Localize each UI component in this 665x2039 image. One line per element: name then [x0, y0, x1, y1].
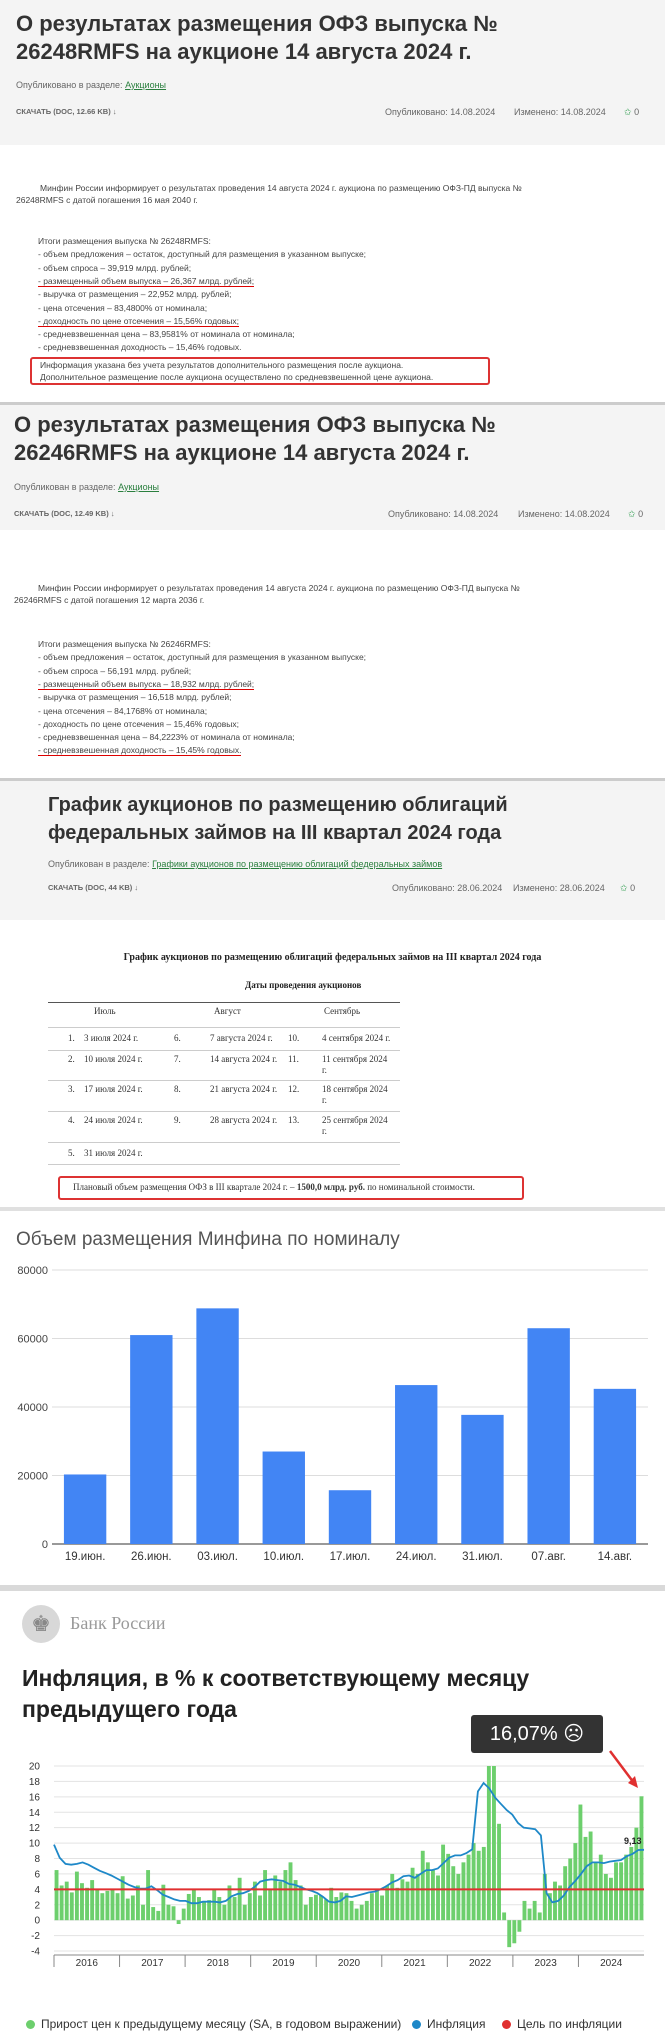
price-growth-bar — [584, 1837, 588, 1920]
price-growth-bar — [273, 1875, 277, 1920]
price-growth-bar — [90, 1880, 94, 1920]
y-tick-label: 0 — [34, 1915, 40, 1927]
price-growth-bar — [70, 1892, 74, 1920]
price-growth-bar — [517, 1920, 521, 1932]
table-cell: 25 сентября 2024 г. — [322, 1115, 388, 1136]
legend-green: Прирост цен к предыдущему месяцу (SA, в годовом выражении) — [26, 2017, 401, 2031]
y-tick-label: 18 — [28, 1776, 40, 1788]
result-line: - объем спроса – 56,191 млрд. рублей; — [38, 665, 192, 676]
article-body-26248 — [0, 145, 665, 400]
price-growth-bar — [100, 1893, 104, 1920]
result-line: - средневзвешенная цена – 83,9581% от номинала от номинала; — [38, 329, 295, 340]
price-growth-bar — [197, 1897, 201, 1920]
y-tick-label: 40000 — [17, 1402, 48, 1414]
y-tick-label: 16 — [28, 1792, 40, 1804]
section-link[interactable]: Аукционы — [125, 80, 167, 90]
price-growth-bar — [640, 1796, 644, 1920]
price-growth-bar — [126, 1899, 130, 1921]
price-growth-bar — [85, 1888, 89, 1920]
inflation-badge: 16,07% ☹ — [471, 1715, 603, 1753]
price-growth-bar — [207, 1900, 211, 1920]
price-growth-bar — [319, 1896, 323, 1921]
article-header-26248 — [0, 0, 665, 145]
column-header: Сентябрь — [324, 1006, 361, 1016]
price-growth-bar — [441, 1845, 445, 1921]
price-growth-bar — [187, 1894, 191, 1920]
price-growth-bar — [456, 1874, 460, 1920]
price-growth-bar — [136, 1885, 140, 1920]
price-growth-bar — [268, 1889, 272, 1920]
result-line: - доходность по цене отсечения – 15,46% годовых; — [38, 718, 240, 729]
bar — [395, 1385, 437, 1544]
x-tick-label: 2019 — [272, 1958, 295, 1969]
price-growth-bar — [192, 1889, 196, 1920]
table-cell: 2. — [68, 1054, 75, 1064]
table-cell: 13. — [288, 1115, 300, 1125]
table-cell: 31 июля 2024 г. — [84, 1148, 143, 1158]
result-line: - средневзвешенная доходность – 15,46% годовых. — [38, 342, 242, 353]
intro-text: Минфин России информирует о результатах проведения 14 августа 2024 г. аукциона по размещению ОФЗ-ПД выпуска № — [40, 183, 522, 193]
result-line: - цена отсечения – 84,1768% от номинала; — [38, 705, 208, 716]
price-growth-bar — [578, 1805, 582, 1921]
page-title: График аукционов по размещению облигаций федеральных займов на III квартал 2024 года — [48, 794, 508, 844]
section-link[interactable]: Графики аукционов по размещению облигаций федеральных займов — [152, 859, 443, 869]
x-tick-label: 19.июн. — [64, 1551, 106, 1563]
price-growth-bar — [309, 1897, 313, 1920]
price-growth-bar — [365, 1901, 369, 1920]
x-tick-label: 2023 — [534, 1958, 557, 1969]
price-growth-bar — [222, 1905, 226, 1920]
plan-text: Плановый объем размещения ОФЗ в III квартале 2024 г. – 1500,0 млрд. руб. по номинальной стоимости. — [73, 1182, 475, 1192]
result-line: - объем спроса – 39,919 млрд. рублей; — [38, 262, 192, 273]
y-tick-label: 10 — [28, 1838, 40, 1850]
intro-text: 26248RMFS с датой погашения 16 мая 2040 г. — [16, 195, 198, 205]
price-growth-bar — [304, 1905, 308, 1920]
rating[interactable]: ✩ 0 — [628, 509, 644, 519]
x-tick-label: 24.июл. — [395, 1551, 437, 1563]
changed-date: Изменено: 14.08.2024 — [514, 107, 606, 117]
price-growth-bar — [172, 1906, 176, 1920]
price-growth-bar — [609, 1878, 613, 1920]
published-date: Опубликовано: 28.06.2024 — [392, 883, 503, 893]
result-line: - размещенный объем выпуска – 18,932 млрд. рублей; — [38, 678, 255, 689]
price-growth-bar — [258, 1896, 262, 1921]
x-tick-label: 14.авг. — [597, 1551, 633, 1563]
table-cell: 7 августа 2024 г. — [210, 1033, 273, 1043]
star-icon: ✩ — [620, 883, 628, 893]
table-cell: 21 августа 2024 г. — [210, 1084, 278, 1094]
price-growth-bar — [589, 1832, 593, 1921]
inflation-panel — [0, 1585, 665, 2039]
table-cell: 4 сентября 2024 г. — [322, 1033, 391, 1043]
price-growth-bar — [177, 1920, 181, 1924]
price-growth-bar — [289, 1862, 293, 1920]
price-growth-bar — [614, 1862, 618, 1920]
result-line: - выручка от размещения – 16,518 млрд. рублей; — [38, 692, 232, 703]
download-link[interactable]: СКАЧАТЬ (DOC, 12.66 KB) ↓ — [16, 107, 117, 116]
result-line: Итоги размещения выпуска № 26246RMFS: — [38, 639, 211, 649]
x-tick-label: 03.июл. — [197, 1551, 238, 1563]
price-growth-bar — [329, 1888, 333, 1920]
intro-text: 26246RMFS с датой погашения 12 марта 2036 г. — [14, 595, 205, 605]
price-growth-bar — [141, 1905, 145, 1920]
result-line: - размещенный объем выпуска – 26,367 млрд. рублей; — [38, 275, 255, 286]
price-growth-bar — [324, 1899, 328, 1920]
x-tick-label: 2017 — [141, 1958, 164, 1969]
bank-name: Банк России — [70, 1613, 166, 1633]
inflation-title: Инфляция, в % к соответствующему месяцу предыдущего года — [22, 1665, 530, 1722]
inflation-chart — [0, 1591, 665, 2039]
table-cell: 4. — [68, 1115, 75, 1125]
price-growth-bar — [156, 1911, 160, 1920]
table-cell: 28 августа 2024 г. — [210, 1115, 278, 1125]
table-cell: 3. — [68, 1084, 75, 1094]
x-tick-label: 07.авг. — [531, 1551, 566, 1563]
price-growth-bar — [350, 1901, 354, 1920]
price-growth-bar — [533, 1901, 537, 1920]
price-growth-bar — [202, 1902, 206, 1921]
price-growth-bar — [360, 1905, 364, 1920]
price-growth-bar — [217, 1897, 221, 1920]
result-line: - цена отсечения – 83,4800% от номинала; — [38, 302, 208, 313]
price-growth-bar — [380, 1896, 384, 1921]
price-growth-bar — [624, 1855, 628, 1921]
table-cell: 3 июля 2024 г. — [84, 1033, 139, 1043]
price-growth-bar — [228, 1885, 232, 1920]
price-growth-bar — [512, 1920, 516, 1943]
price-growth-bar — [446, 1854, 450, 1920]
table-cell: 7. — [174, 1054, 181, 1064]
y-tick-label: -4 — [31, 1946, 40, 1958]
section-line: Опубликован в разделе: Аукционы — [14, 482, 160, 492]
table-cell: 9. — [174, 1115, 181, 1125]
y-tick-label: 60000 — [17, 1333, 48, 1346]
price-growth-bar — [355, 1909, 359, 1921]
price-growth-bar — [502, 1912, 506, 1920]
x-tick-label: 2021 — [403, 1958, 426, 1969]
table-cell: 14 августа 2024 г. — [210, 1054, 278, 1064]
rating[interactable]: ✩ 0 — [624, 107, 640, 117]
changed-date: Изменено: 14.08.2024 — [518, 509, 610, 519]
price-growth-bar — [314, 1895, 318, 1920]
schedule-subtitle: Даты проведения аукционов — [245, 980, 362, 990]
changed-date: Изменено: 28.06.2024 — [513, 883, 605, 893]
price-growth-bar — [482, 1847, 486, 1920]
price-growth-bar — [151, 1907, 155, 1920]
rating[interactable]: ✩ 0 — [620, 883, 636, 893]
result-line: - средневзвешенная цена – 84,2223% от номинала от номинала; — [38, 732, 295, 743]
bar — [527, 1328, 569, 1544]
price-growth-bar — [604, 1874, 608, 1920]
download-link[interactable]: СКАЧАТЬ (DOC, 12.49 KB) ↓ — [14, 509, 115, 518]
table-cell: 11. — [288, 1054, 299, 1064]
price-growth-bar — [507, 1920, 511, 1947]
published-date: Опубликовано: 14.08.2024 — [388, 509, 499, 519]
article-header-26246 — [0, 402, 665, 530]
price-growth-bar — [436, 1875, 440, 1920]
bar — [461, 1415, 503, 1544]
chart-title: Объем размещения Минфина по номиналу — [16, 1229, 400, 1250]
price-growth-bar — [243, 1905, 247, 1920]
bar — [130, 1335, 172, 1544]
price-growth-bar — [60, 1885, 64, 1920]
section-line: Опубликован в разделе: Графики аукционов по размещению облигаций федеральных займов — [48, 859, 443, 869]
result-line: - средневзвешенная доходность – 15,45% годовых. — [38, 745, 242, 756]
price-growth-bar — [75, 1872, 79, 1921]
table-cell: 6. — [174, 1033, 181, 1043]
y-tick-label: 8 — [34, 1854, 40, 1865]
price-growth-bar — [65, 1882, 69, 1921]
price-growth-bar — [472, 1843, 476, 1920]
note-text: Информация указана без учета результатов дополнительного размещения после аукциона. — [40, 360, 404, 370]
price-growth-bar — [619, 1862, 623, 1920]
page-title: О результатах размещения ОФЗ выпуска № 26248RMFS на аукционе 14 августа 2024 г. — [16, 11, 498, 64]
bar-chart-panel — [0, 1207, 665, 1585]
price-growth-bar — [558, 1885, 562, 1920]
legend-red: Цель по инфляции — [502, 2017, 622, 2031]
bar — [329, 1490, 371, 1544]
table-cell: 10. — [288, 1033, 300, 1043]
x-tick-label: 2016 — [75, 1958, 98, 1969]
schedule-title: График аукционов по размещению облигаций федеральных займов на III квартал 2024 года — [123, 952, 542, 963]
price-growth-bar — [370, 1893, 374, 1920]
intro-text: Минфин России информирует о результатах проведения 14 августа 2024 г. аукциона по размещению ОФЗ-ПД выпуска № — [38, 583, 520, 593]
price-growth-bar — [599, 1855, 603, 1921]
result-line: - доходность по цене отсечения – 15,56% годовых; — [38, 315, 240, 326]
price-growth-bar — [116, 1893, 120, 1920]
x-tick-label: 2018 — [206, 1958, 230, 1969]
table-cell: 8. — [174, 1084, 181, 1094]
table-cell: 11 сентября 2024 г. — [322, 1054, 388, 1075]
price-growth-bar — [238, 1878, 242, 1920]
price-growth-bar — [375, 1889, 379, 1920]
legend-blue: Инфляция — [412, 2017, 485, 2031]
result-line: Итоги размещения выпуска № 26248RMFS: — [38, 236, 211, 246]
price-growth-bar — [461, 1862, 465, 1920]
y-tick-label: 4 — [34, 1884, 40, 1896]
bar-chart — [0, 1211, 665, 1581]
price-growth-bar — [523, 1901, 527, 1920]
table-cell: 5. — [68, 1148, 75, 1158]
price-growth-bar — [182, 1909, 186, 1921]
table-cell: 24 июля 2024 г. — [84, 1115, 143, 1125]
price-growth-bar — [278, 1882, 282, 1921]
price-growth-bar — [55, 1870, 59, 1920]
page-title: О результатах размещения ОФЗ выпуска № 26246RMFS на аукционе 14 августа 2024 г. — [14, 412, 496, 465]
column-header: Июль — [94, 1006, 116, 1016]
y-tick-label: 0 — [41, 1539, 48, 1551]
price-growth-bar — [212, 1889, 216, 1920]
price-growth-bar — [528, 1909, 532, 1921]
price-growth-bar — [492, 1766, 496, 1920]
price-growth-bar — [283, 1870, 287, 1920]
price-growth-bar — [166, 1905, 170, 1920]
table-cell: 1. — [68, 1033, 75, 1043]
table-cell: 17 июля 2024 г. — [84, 1084, 143, 1094]
price-growth-bar — [334, 1897, 338, 1920]
price-growth-bar — [299, 1885, 303, 1920]
price-growth-bar — [263, 1870, 267, 1920]
x-tick-label: 2022 — [468, 1958, 492, 1969]
y-tick-label: 2 — [34, 1900, 40, 1912]
table-cell: 12. — [288, 1084, 300, 1094]
price-growth-bar — [385, 1885, 389, 1920]
price-growth-bar — [594, 1862, 598, 1920]
price-growth-bar — [406, 1882, 410, 1921]
published-date: Опубликовано: 14.08.2024 — [385, 107, 496, 117]
result-line: - выручка от размещения – 22,952 млрд. рублей; — [38, 289, 232, 300]
star-icon: ✩ — [624, 107, 632, 117]
y-tick-label: -2 — [31, 1931, 40, 1943]
y-tick-label: 20000 — [17, 1470, 48, 1483]
price-growth-bar — [629, 1847, 633, 1920]
y-tick-label: 20 — [28, 1761, 40, 1773]
price-growth-bar — [431, 1870, 435, 1920]
note-text: Дополнительное размещение после аукциона осуществлено по средневзвешенной цене аукциона. — [40, 372, 434, 382]
bar — [64, 1474, 106, 1544]
y-tick-label: 6 — [34, 1869, 40, 1881]
table-cell: 10 июля 2024 г. — [84, 1054, 143, 1064]
price-growth-bar — [248, 1893, 252, 1920]
price-growth-bar — [146, 1870, 150, 1920]
price-growth-bar — [497, 1824, 501, 1920]
price-growth-bar — [451, 1866, 455, 1920]
section-link[interactable]: Аукционы — [118, 482, 160, 492]
schedule-document — [0, 920, 665, 1205]
bar — [196, 1308, 238, 1544]
x-tick-label: 17.июл. — [329, 1551, 371, 1563]
x-tick-label: 26.июн. — [131, 1551, 172, 1563]
last-inflation-label: 9,13 — [624, 1835, 642, 1846]
y-tick-label: 80000 — [17, 1265, 48, 1277]
bar — [263, 1452, 305, 1544]
x-tick-label: 10.июл. — [263, 1551, 305, 1563]
y-tick-label: 12 — [28, 1823, 40, 1835]
price-growth-bar — [477, 1851, 481, 1920]
price-growth-bar — [233, 1897, 237, 1920]
schedule-header — [0, 778, 665, 920]
x-tick-label: 2024 — [600, 1958, 623, 1969]
price-growth-bar — [416, 1874, 420, 1920]
price-growth-bar — [105, 1891, 109, 1920]
y-tick-label: 14 — [28, 1807, 40, 1819]
price-growth-bar — [467, 1855, 471, 1921]
price-growth-bar — [395, 1888, 399, 1920]
arrow-icon — [610, 1751, 634, 1783]
price-growth-bar — [339, 1892, 343, 1920]
price-growth-bar — [421, 1851, 425, 1920]
x-tick-label: 2020 — [337, 1958, 361, 1969]
result-line: - объем предложения – остаток, доступный для размещения в указанном выпуске; — [38, 652, 367, 663]
star-icon: ✩ — [628, 509, 636, 519]
bar — [594, 1389, 636, 1544]
x-tick-label: 31.июл. — [462, 1551, 503, 1563]
bank-logo: ♚ — [22, 1605, 60, 1643]
article-body-26246 — [0, 530, 665, 778]
table-cell: 18 сентября 2024 г. — [322, 1084, 388, 1105]
price-growth-bar — [400, 1879, 404, 1920]
price-growth-bar — [111, 1889, 115, 1921]
download-link[interactable]: СКАЧАТЬ (DOC, 44 KB) ↓ — [48, 883, 139, 892]
result-line: - объем предложения – остаток, доступный для размещения в указанном выпуске; — [38, 249, 367, 260]
column-header: Август — [214, 1006, 241, 1016]
price-growth-bar — [538, 1912, 542, 1920]
price-growth-bar — [131, 1896, 135, 1921]
price-growth-bar — [95, 1889, 99, 1920]
section-line: Опубликовано в разделе: Аукционы — [16, 80, 167, 90]
